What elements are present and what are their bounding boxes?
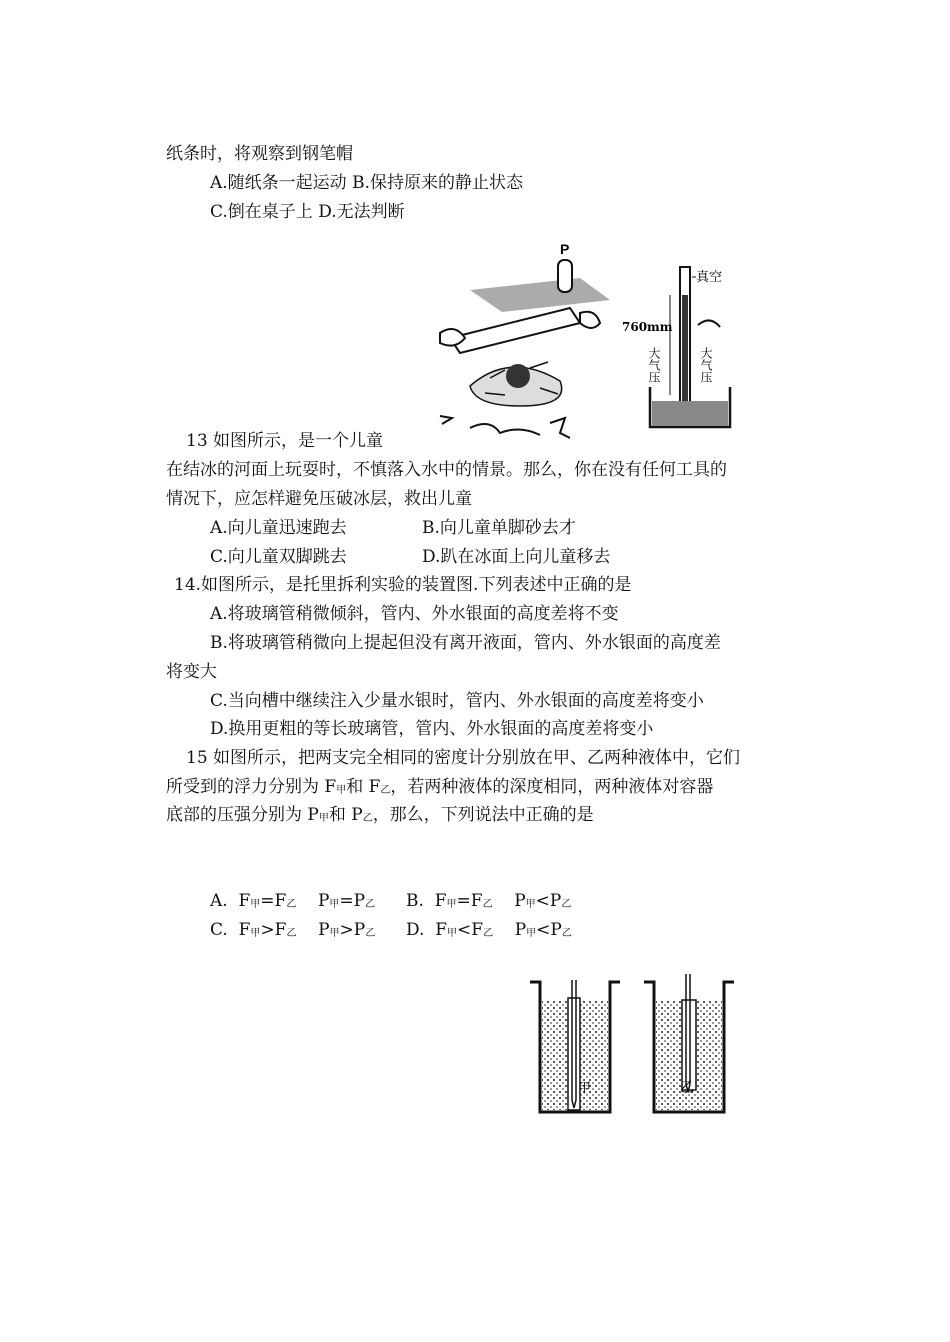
q13-stem-line1: 13 如图所示，是一个儿童 bbox=[186, 431, 384, 451]
q15-stem-line2: 所受到的浮力分别为 $F_甲$和 $F_乙$，若两种液体的深度相同，两种液体对容器 bbox=[166, 777, 714, 797]
jia-label: 甲 bbox=[578, 1081, 592, 1096]
height-label: 760mm bbox=[622, 320, 673, 334]
q13-option-c: C.向儿童双脚跳去 bbox=[210, 547, 347, 567]
q15-option-b: B. $F_甲=F_乙$ $P_甲<P_乙$ bbox=[406, 891, 572, 911]
q14-option-a: A.将玻璃管稍微倾斜，管内、外水银面的高度差将不变 bbox=[210, 604, 619, 624]
torricelli-apparatus-figure bbox=[622, 255, 780, 435]
q13-option-b: B.向儿童单脚砂去才 bbox=[422, 518, 576, 538]
hydrometer-beakers-figure bbox=[528, 970, 738, 1120]
q14-option-b-line2: 将变大 bbox=[166, 662, 217, 682]
q14-option-d: D.换用更粗的等长玻璃管，管内、外水银面的高度差将变小 bbox=[210, 719, 654, 739]
pen-label: P bbox=[560, 241, 570, 257]
q14-option-b-line1: B.将玻璃管稍微向上提起但没有离开液面，管内、外水银面的高度差 bbox=[210, 633, 721, 653]
q15-option-d: D. $F_甲<F_乙$ $P_甲<P_乙$ bbox=[406, 920, 572, 940]
q12-options-ab: A.随纸条一起运动 B.保持原来的静止状态 bbox=[210, 173, 523, 193]
vacuum-label: 真空 bbox=[696, 270, 723, 285]
q15-option-c: C. $F_甲>F_乙$ $P_甲>P_乙$ bbox=[210, 920, 376, 940]
q15-option-a: A. $F_甲=F_乙$ $P_甲=P_乙$ bbox=[210, 891, 376, 911]
q13-stem-line3: 情况下，应怎样避免压破冰层，救出儿童 bbox=[166, 489, 472, 509]
q15-stem-line3: 底部的压强分别为 $P_甲$和 $P_乙$，那么，下列说法中正确的是 bbox=[166, 805, 594, 825]
atm-right-label: 大气压 bbox=[699, 347, 713, 383]
q12-stem: 纸条时，将观察到钢笔帽 bbox=[166, 144, 353, 164]
q13-option-a: A.向儿童迅速跑去 bbox=[210, 518, 347, 538]
pen-cap-and-ice-figure bbox=[430, 238, 630, 448]
q13-stem-line2: 在结冰的河面上玩耍时，不慎落入水中的情景。那么，你在没有任何工具的 bbox=[166, 460, 727, 480]
q14-option-c: C.当向槽中继续注入少量水银时，管内、外水银面的高度差将变小 bbox=[210, 691, 704, 711]
q15-stem-line1: 15 如图所示，把两支完全相同的密度计分别放在甲、乙两种液体中，它们 bbox=[186, 748, 741, 768]
q14-stem: 14.如图所示，是托里拆利实验的装置图.下列表述中正确的是 bbox=[174, 575, 632, 595]
yi-label: 乙 bbox=[680, 1080, 694, 1096]
q12-options-cd: C.倒在桌子上 D.无法判断 bbox=[210, 202, 405, 222]
atm-left-label: 大气压 bbox=[647, 347, 661, 383]
q13-option-d: D.趴在冰面上向儿童移去 bbox=[422, 547, 611, 567]
